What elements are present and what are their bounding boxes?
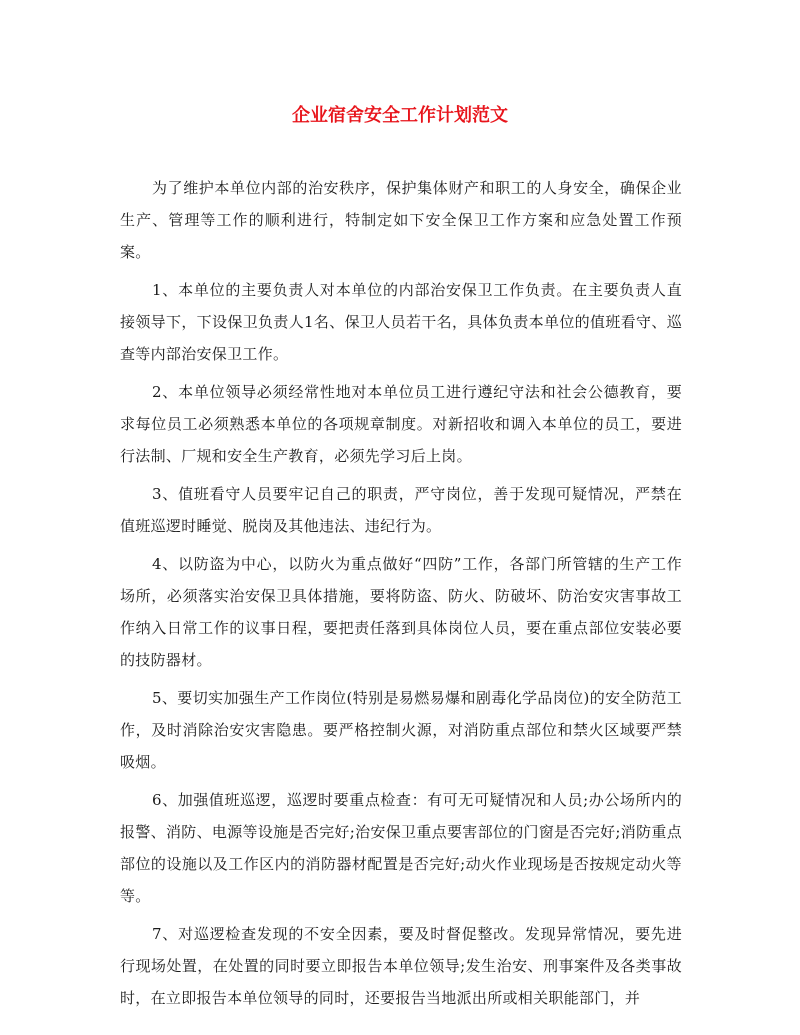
paragraph-item-3: 3、值班看守人员要牢记自己的职责，严守岗位，善于发现可疑情况，严禁在值班巡逻时睡觉、脱岗及其他违法、违纪行为。 bbox=[120, 485, 682, 535]
paragraph-item-1: 1、本单位的主要负责人对本单位的内部治安保卫工作负责。在主要负责人直接领导下，下设保卫负责人1名、保卫人员若干名，具体负责本单位的值班看守、巡查等内部治安保卫工作。 bbox=[120, 281, 682, 363]
paragraph-item-6: 6、加强值班巡逻，巡逻时要重点检查：有可无可疑情况和人员;办公场所内的报警、消防、电源等设施是否完好;治安保卫重点要害部位的门窗是否完好;消防重点部位的设施以及工作区内的消防器材配置是否完好;动火作业现场是否按规定动火等等。 bbox=[120, 791, 682, 905]
paragraph-item-4: 4、以防盗为中心，以防火为重点做好“四防”工作，各部门所管辖的生产工作场所，必须落实治安保卫具体措施，要将防盗、防火、防破坏、防治安灾害事故工作纳入日常工作的议事日程，要把责任落到具体岗位人员，要在重点部位安装必要的技防器材。 bbox=[120, 555, 682, 669]
paragraph-item-2: 2、本单位领导必须经常性地对本单位员工进行遵纪守法和社会公德教育，要求每位员工必须熟悉本单位的各项规章制度。对新招收和调入本单位的员工，要进行法制、厂规和安全生产教育，必须先学习后上岗。 bbox=[120, 383, 682, 465]
document-body bbox=[120, 172, 682, 1020]
paragraph-item-5: 5、要切实加强生产工作岗位(特别是易燃易爆和剧毒化学品岗位)的安全防范工作，及时消除治安灾害隐患。要严格控制火源，对消防重点部位和禁火区域要严禁吸烟。 bbox=[120, 689, 682, 771]
paragraph-item-7: 7、对巡逻检查发现的不安全因素，要及时督促整改。发现异常情况，要先进行现场处置，在处置的同时要立即报告本单位领导;发生治安、刑事案件及各类事故时，在立即报告本单位领导的同时，还要报告当地派出所或相关职能部门，并 bbox=[120, 925, 682, 1007]
document-title: 企业宿舍安全工作计划范文 bbox=[292, 105, 508, 126]
paragraph-intro: 为了维护本单位内部的治安秩序，保护集体财产和职工的人身安全，确保企业生产、管理等工作的顺利进行，特制定如下安全保卫工作方案和应急处置工作预案。 bbox=[120, 179, 682, 261]
